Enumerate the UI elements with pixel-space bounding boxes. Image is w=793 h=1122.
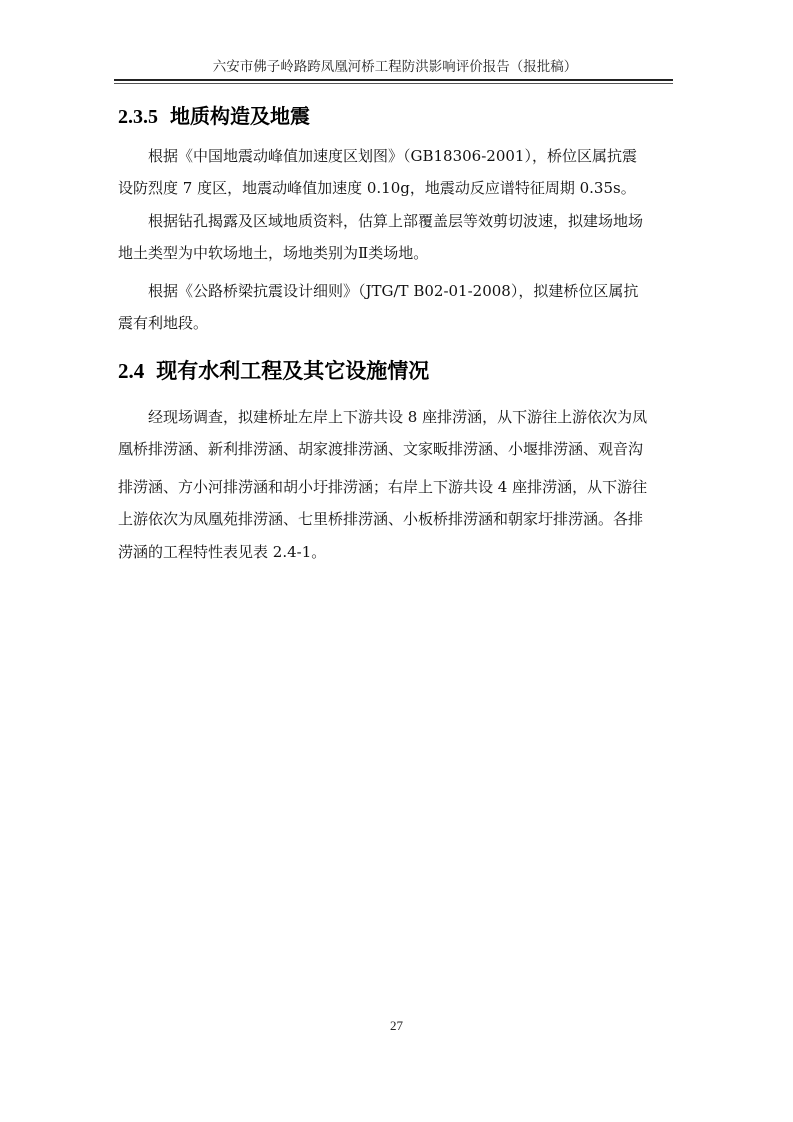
paragraph-line: 根据《中国地震动峰值加速度区划图》（GB18306-2001），桥位区属抗震	[118, 147, 637, 165]
section-number: 2.3.5	[118, 106, 158, 128]
paragraph-line: 根据钻孔揭露及区域地质资料，估算上部覆盖层等效剪切波速，拟建场地场	[118, 212, 644, 230]
paragraph-line: 凰桥排涝涵、新利排涝涵、胡家渡排涝涵、文家畈排涝涵、小堰排涝涵、观音沟	[118, 440, 644, 458]
header-rule-secondary	[114, 83, 673, 84]
paragraph-line: 设防烈度 7 度区，地震动峰值加速度 0.10g，地震动反应谱特征周期 0.35s。	[118, 179, 636, 197]
running-header: 六安市佛子岭路跨凤凰河桥工程防洪影响评价报告（报批稿）	[212, 59, 578, 75]
section-heading-2-3-5	[118, 100, 310, 129]
section-number: 2.4	[118, 359, 145, 383]
paragraph-line: 排涝涵、方小河排涝涵和胡小圩排涝涵；右岸上下游共设 4 座排涝涵，从下游往	[118, 478, 648, 496]
paragraph-line: 震有利地段。	[118, 314, 209, 332]
paragraph-line: 地土类型为中软场地土，场地类别为Ⅱ类场地。	[118, 244, 429, 262]
paragraph-line: 涝涵的工程特性表见表 2.4-1。	[118, 543, 327, 561]
header-rule	[114, 79, 673, 81]
paragraph-line: 经现场调查，拟建桥址左岸上下游共设 8 座排涝涵，从下游往上游依次为凤	[118, 408, 648, 426]
page-number: 27	[390, 1018, 403, 1033]
paragraph-line: 上游依次为凤凰苑排涝涵、七里桥排涝涵、小板桥排涝涵和朝家圩排涝涵。各排	[118, 510, 644, 528]
section-title: 地质构造及地震	[170, 104, 310, 128]
section-heading-2-4	[118, 355, 429, 385]
section-title: 现有水利工程及其它设施情况	[156, 358, 430, 383]
paragraph-line: 根据《公路桥梁抗震设计细则》（JTG/T B02-01-2008），拟建桥位区属抗	[118, 282, 639, 300]
